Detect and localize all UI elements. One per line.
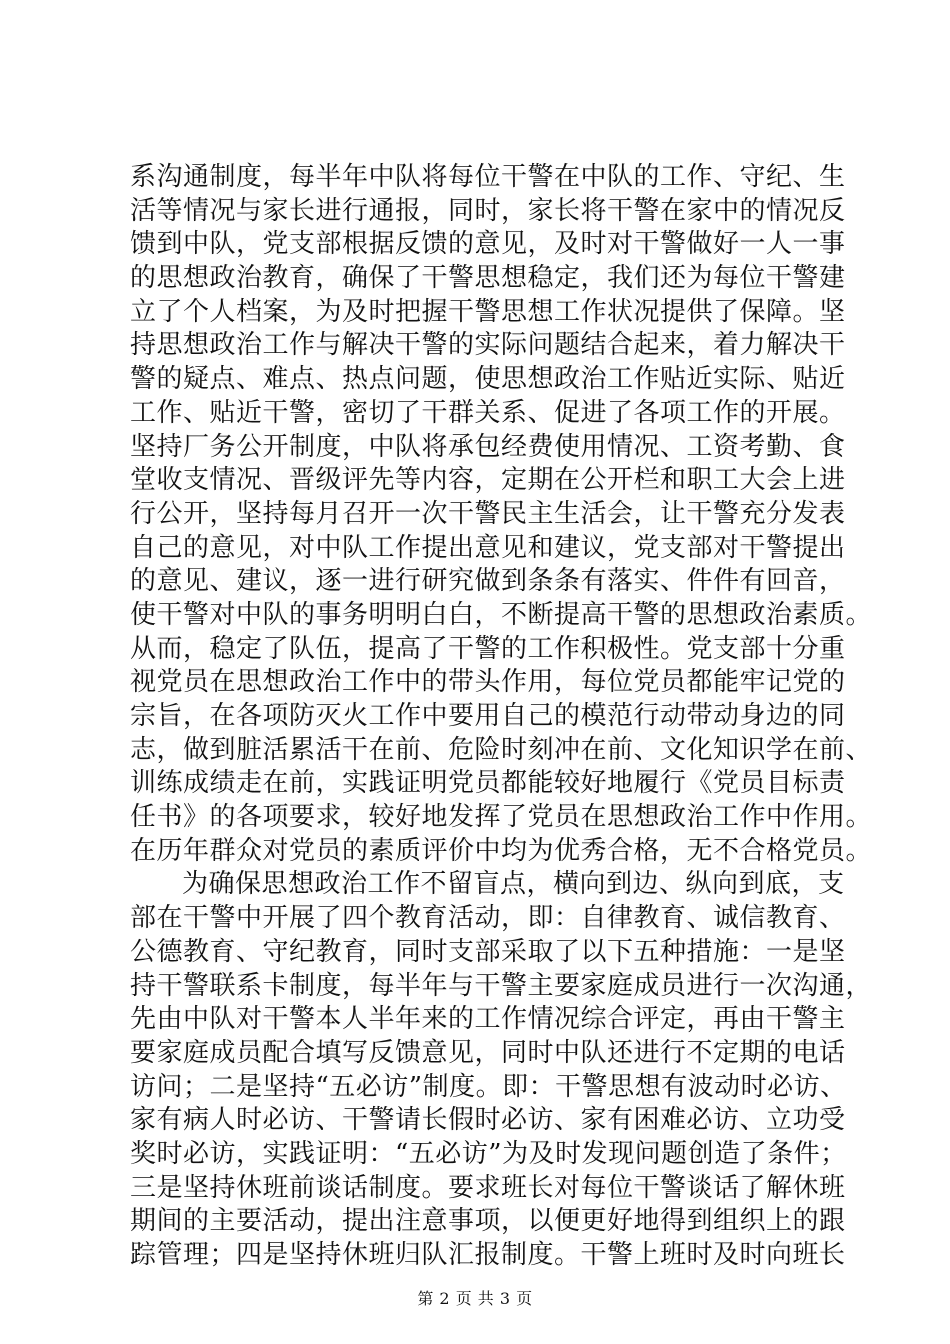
- text-line: 家有病人时必访、干警请长假时必访、家有困难必访、立功受: [130, 1105, 846, 1136]
- text-line: 工作、贴近干警，密切了干群关系、促进了各项工作的开展。: [130, 397, 846, 428]
- text-line: 在历年群众对党员的素质评价中均为优秀合格，无不合格党员。: [130, 835, 873, 866]
- text-line: 公德教育、守纪教育，同时支部采取了以下五种措施：一是坚: [130, 936, 846, 967]
- text-line: 活等情况与家长进行通报，同时，家长将干警在家中的情况反: [130, 195, 846, 226]
- text-line: 先由中队对干警本人半年来的工作情况综合评定，再由干警主: [130, 1004, 846, 1035]
- text-line: 视党员在思想政治工作中的带头作用，每位党员都能牢记党的: [130, 667, 846, 698]
- text-line: 为确保思想政治工作不留盲点，横向到边、纵向到底，支: [182, 869, 845, 900]
- text-line: 堂收支情况、晋级评先等内容，定期在公开栏和职工大会上进: [130, 465, 846, 496]
- page-number-footer: 第 2 页 共 3 页: [417, 1289, 533, 1308]
- text-line: 从而，稳定了队伍，提高了干警的工作积极性。党支部十分重: [130, 633, 846, 664]
- text-line: 警的疑点、难点、热点问题，使思想政治工作贴近实际、贴近: [130, 364, 846, 395]
- text-line: 系沟通制度，每半年中队将每位干警在中队的工作、守纪、生: [130, 162, 846, 192]
- text-line: 三是坚持休班前谈话制度。要求班长对每位干警谈话了解休班: [130, 1172, 846, 1203]
- text-line: 持干警联系卡制度，每半年与干警主要家庭成员进行一次沟通，: [130, 970, 873, 1001]
- text-line: 的意见、建议，逐一进行研究做到条条有落实、件件有回音，: [130, 566, 846, 597]
- text-line: 志，做到脏活累活干在前、危险时刻冲在前、文化知识学在前、: [130, 734, 873, 765]
- text-line: 任书》的各项要求，较好地发挥了党员在思想政治工作中作用。: [130, 802, 873, 833]
- text-line: 自己的意见，对中队工作提出意见和建议，党支部对干警提出: [130, 532, 846, 563]
- text-line: 要家庭成员配合填写反馈意见，同时中队还进行不定期的电话: [130, 1037, 846, 1068]
- text-line: 持思想政治工作与解决干警的实际问题结合起来，着力解决干: [130, 330, 846, 361]
- text-line: 馈到中队，党支部根据反馈的意见，及时对干警做好一人一事: [130, 229, 846, 260]
- body-text: [130, 161, 873, 1273]
- text-line: 行公开，坚持每月召开一次干警民主生活会，让干警充分发表: [130, 498, 846, 529]
- text-line: 部在干警中开展了四个教育活动，即：自律教育、诚信教育、: [130, 903, 846, 934]
- text-line: 的思想政治教育，确保了干警思想稳定，我们还为每位干警建: [130, 263, 846, 294]
- paragraph: [130, 161, 873, 868]
- text-line: 期间的主要活动，提出注意事项，以便更好地得到组织上的跟: [130, 1206, 846, 1237]
- text-line: 宗旨，在各项防灭火工作中要用自己的模范行动带动身边的同: [130, 701, 846, 731]
- text-line: 立了个人档案，为及时把握干警思想工作状况提供了保障。坚: [130, 296, 846, 327]
- text-line: 踪管理；四是坚持休班归队汇报制度。干警上班时及时向班长: [130, 1240, 846, 1270]
- text-line: 使干警对中队的事务明明白白，不断提高干警的思想政治素质。: [130, 599, 873, 630]
- text-line: 访问；二是坚持“五必访”制度。即：干警思想有波动时必访、: [130, 1071, 847, 1102]
- paragraph: [130, 868, 873, 1272]
- text-line: 坚持厂务公开制度，中队将承包经费使用情况、工资考勤、食: [130, 431, 846, 462]
- text-line: 训练成绩走在前，实践证明党员都能较好地履行《党员目标责: [130, 768, 846, 799]
- text-line: 奖时必访，实践证明：“五必访”为及时发现问题创造了条件；: [130, 1138, 847, 1169]
